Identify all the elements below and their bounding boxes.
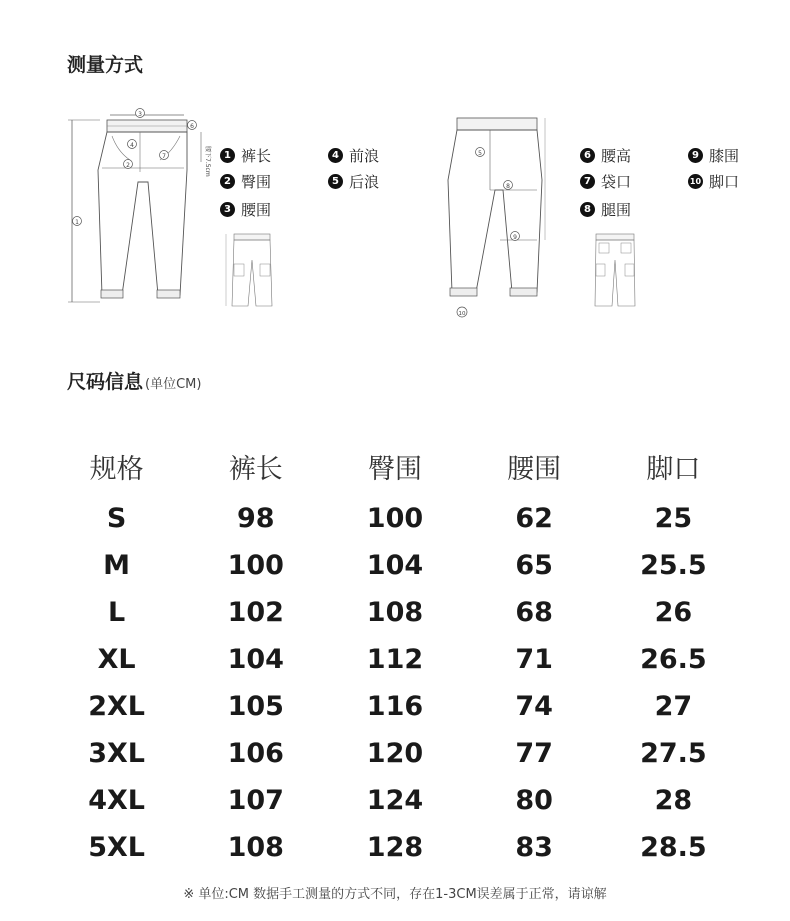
table-cell: 98 <box>236 503 275 534</box>
legend-item-7 <box>580 171 631 192</box>
column-header-waist: 腰围 <box>507 453 562 485</box>
column-header-hip: 臀围 <box>367 453 422 485</box>
legend-label: 膝围 <box>709 147 740 165</box>
svg-text:2: 2 <box>126 162 130 169</box>
size-section-title <box>67 367 201 394</box>
legend-badge: 10 <box>688 174 703 189</box>
table-cell: 104 <box>227 644 284 675</box>
column-header-length: 裤长 <box>228 453 283 485</box>
legend-label: 裤长 <box>241 147 272 165</box>
legend-item-4 <box>328 145 379 166</box>
table-row <box>47 777 743 824</box>
column-header-hem: 脚口 <box>646 453 701 485</box>
svg-text:7: 7 <box>162 153 166 160</box>
measure-section-title: 测量方式 <box>67 54 144 76</box>
table-cell: 77 <box>515 738 553 769</box>
table-cell: 4XL <box>88 785 145 816</box>
table-cell: XL <box>97 644 136 675</box>
table-cell: 108 <box>227 832 284 863</box>
table-cell: 128 <box>366 832 424 863</box>
table-cell: 100 <box>366 503 424 534</box>
svg-text:4: 4 <box>130 142 134 149</box>
legend-label: 腰高 <box>601 147 632 165</box>
legend-label: 臀围 <box>241 173 272 191</box>
table-cell: 3XL <box>88 738 145 769</box>
table-cell: 28 <box>654 785 693 816</box>
legend-badge: 1 <box>220 148 235 163</box>
table-header-row <box>47 437 743 495</box>
size-table <box>47 437 743 871</box>
table-cell: 26.5 <box>640 644 707 675</box>
table-cell: 25 <box>654 503 693 534</box>
table-cell: 102 <box>227 597 284 628</box>
table-row <box>47 636 743 683</box>
legend-item-10 <box>688 171 739 192</box>
table-cell: 5XL <box>88 832 145 863</box>
annotation-label: 腰下7.5cm <box>204 146 211 177</box>
table-row <box>47 730 743 777</box>
table-cell: 106 <box>227 738 284 769</box>
legend-item-5 <box>328 171 379 192</box>
table-cell: 27.5 <box>640 738 707 769</box>
svg-text:3: 3 <box>138 111 142 118</box>
unit-note: (单位CM) <box>145 377 202 392</box>
table-row <box>47 824 743 871</box>
legend-item-8 <box>580 199 631 220</box>
legend-item-6 <box>580 145 631 166</box>
table-row <box>47 683 743 730</box>
table-cell: 108 <box>366 597 424 628</box>
table-cell: 74 <box>515 691 553 722</box>
legend-label: 腰围 <box>241 201 272 219</box>
legend-badge: 9 <box>688 148 703 163</box>
table-cell: L <box>107 597 126 628</box>
table-cell: 26 <box>654 597 693 628</box>
legend-badge: 6 <box>580 148 595 163</box>
table-cell: S <box>106 503 127 534</box>
legend-badge: 4 <box>328 148 343 163</box>
size-title-text: 尺码信息 <box>67 371 144 393</box>
legend-item-3 <box>220 199 271 220</box>
front-pants-diagram <box>60 100 220 315</box>
table-cell: 100 <box>227 550 284 581</box>
legend-badge: 7 <box>580 174 595 189</box>
table-cell: M <box>103 550 131 581</box>
svg-text:9: 9 <box>513 234 517 241</box>
legend-item-2 <box>220 171 271 192</box>
back-pants-diagram <box>440 110 560 322</box>
legend-badge: 2 <box>220 174 235 189</box>
column-header-size: 规格 <box>89 453 144 485</box>
front-pants-thumbnail <box>222 230 284 312</box>
table-cell: 68 <box>515 597 553 628</box>
table-cell: 105 <box>227 691 284 722</box>
table-cell: 107 <box>227 785 284 816</box>
legend-item-1 <box>220 145 271 166</box>
footnote: ※ 单位:CM 数据手工测量的方式不同，存在1-3CM误差属于正常，请谅解 <box>183 887 607 902</box>
table-row <box>47 495 743 542</box>
table-row <box>47 589 743 636</box>
table-cell: 65 <box>515 550 553 581</box>
table-cell: 83 <box>515 832 553 863</box>
table-cell: 28.5 <box>640 832 707 863</box>
svg-text:8: 8 <box>506 183 510 190</box>
table-cell: 112 <box>366 644 424 675</box>
legend-label: 袋口 <box>601 173 632 191</box>
legend-badge: 3 <box>220 202 235 217</box>
svg-text:1: 1 <box>75 219 79 226</box>
legend-label: 脚口 <box>709 173 740 191</box>
legend-label: 腿围 <box>601 201 632 219</box>
table-cell: 116 <box>366 691 424 722</box>
table-cell: 25.5 <box>640 550 707 581</box>
legend-label: 前浪 <box>349 147 380 165</box>
legend-badge: 8 <box>580 202 595 217</box>
legend-item-9 <box>688 145 739 166</box>
table-cell: 120 <box>366 738 424 769</box>
svg-text:6: 6 <box>190 123 194 130</box>
legend-label: 后浪 <box>349 173 380 191</box>
table-cell: 71 <box>515 644 553 675</box>
table-cell: 27 <box>654 691 693 722</box>
svg-text:5: 5 <box>478 150 482 157</box>
back-pants-thumbnail <box>587 230 645 312</box>
table-cell: 80 <box>515 785 553 816</box>
table-cell: 2XL <box>88 691 145 722</box>
svg-text:10: 10 <box>458 311 466 317</box>
table-cell: 62 <box>515 503 553 534</box>
table-cell: 104 <box>366 550 424 581</box>
table-cell: 124 <box>366 785 424 816</box>
table-row <box>47 542 743 589</box>
legend-badge: 5 <box>328 174 343 189</box>
